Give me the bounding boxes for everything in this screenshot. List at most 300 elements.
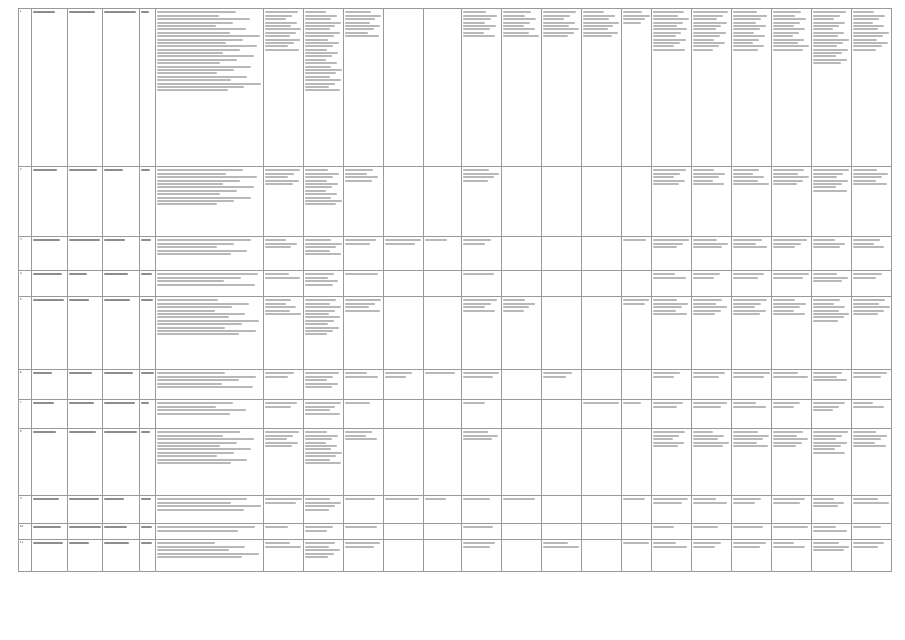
text-line bbox=[305, 193, 337, 195]
text-line bbox=[653, 173, 680, 175]
table-cell bbox=[811, 370, 851, 400]
text-line bbox=[305, 526, 332, 528]
text-line bbox=[853, 22, 873, 24]
text-line bbox=[773, 526, 808, 528]
text-line bbox=[653, 35, 676, 37]
row-number: 11 bbox=[20, 541, 24, 544]
text-line bbox=[773, 277, 803, 279]
table-cell bbox=[771, 167, 811, 237]
table-cell bbox=[139, 370, 155, 400]
table-cell bbox=[156, 237, 264, 271]
text-line bbox=[583, 402, 620, 404]
text-line bbox=[305, 502, 340, 504]
text-line bbox=[653, 402, 683, 404]
text-line bbox=[693, 32, 726, 34]
text-line bbox=[157, 193, 220, 195]
table-cell bbox=[691, 370, 731, 400]
text-line bbox=[693, 442, 729, 444]
text-line bbox=[305, 62, 337, 64]
text-line bbox=[733, 445, 768, 447]
table-cell bbox=[67, 540, 103, 572]
text-line bbox=[463, 239, 491, 241]
text-line bbox=[733, 372, 770, 374]
text-line bbox=[33, 372, 52, 374]
text-line bbox=[773, 445, 796, 447]
table-cell bbox=[501, 297, 541, 370]
text-line bbox=[157, 83, 261, 85]
text-line bbox=[853, 372, 888, 374]
text-line bbox=[623, 498, 645, 500]
text-line bbox=[345, 402, 369, 404]
table-row bbox=[19, 496, 892, 524]
text-line bbox=[157, 386, 253, 388]
text-line bbox=[265, 299, 291, 301]
text-line bbox=[157, 452, 234, 454]
text-line bbox=[583, 11, 604, 13]
text-line bbox=[773, 25, 794, 27]
text-line bbox=[265, 546, 301, 548]
table-cell bbox=[31, 297, 67, 370]
text-line bbox=[653, 15, 678, 17]
text-line bbox=[305, 330, 333, 332]
table-cell bbox=[691, 400, 731, 429]
table-cell bbox=[541, 496, 581, 524]
text-line bbox=[157, 284, 255, 286]
text-line bbox=[141, 299, 153, 301]
text-line bbox=[653, 176, 674, 178]
text-line bbox=[345, 180, 372, 182]
row-number-cell bbox=[19, 237, 32, 271]
text-line bbox=[157, 49, 240, 51]
text-line bbox=[773, 306, 800, 308]
table-cell bbox=[501, 9, 541, 167]
text-line bbox=[157, 183, 223, 185]
table-cell bbox=[811, 429, 851, 496]
table-cell bbox=[771, 524, 811, 540]
text-line bbox=[33, 273, 62, 275]
text-line bbox=[583, 15, 615, 17]
table-cell bbox=[851, 524, 891, 540]
table-cell bbox=[31, 400, 67, 429]
text-line bbox=[773, 45, 809, 47]
text-line bbox=[813, 442, 847, 444]
table-cell bbox=[384, 524, 424, 540]
row-number-cell bbox=[19, 297, 32, 370]
text-line bbox=[653, 25, 677, 27]
text-line bbox=[157, 406, 216, 408]
text-line bbox=[653, 169, 686, 171]
text-line bbox=[623, 11, 642, 13]
text-line bbox=[463, 303, 491, 305]
text-line bbox=[385, 243, 415, 245]
text-line bbox=[813, 169, 849, 171]
text-line bbox=[853, 35, 883, 37]
text-line bbox=[157, 509, 244, 511]
text-line bbox=[623, 18, 646, 20]
table-cell bbox=[139, 9, 155, 167]
text-line bbox=[305, 253, 340, 255]
table-cell bbox=[811, 400, 851, 429]
table-cell bbox=[344, 540, 384, 572]
text-line bbox=[653, 39, 686, 41]
table-cell bbox=[304, 370, 344, 400]
text-line bbox=[305, 379, 327, 381]
text-line bbox=[305, 333, 327, 335]
text-line bbox=[693, 406, 721, 408]
text-line bbox=[693, 445, 723, 447]
table-cell bbox=[731, 496, 771, 524]
table-cell bbox=[304, 271, 344, 297]
text-line bbox=[773, 372, 798, 374]
text-line bbox=[773, 176, 809, 178]
text-line bbox=[773, 498, 806, 500]
table-cell bbox=[424, 9, 462, 167]
text-line bbox=[305, 180, 327, 182]
table-cell bbox=[541, 429, 581, 496]
text-line bbox=[157, 455, 217, 457]
text-line bbox=[69, 542, 89, 544]
table-cell bbox=[103, 9, 140, 167]
text-line bbox=[733, 49, 758, 51]
text-line bbox=[157, 169, 243, 171]
text-line bbox=[463, 18, 491, 20]
text-line bbox=[653, 435, 679, 437]
text-line bbox=[345, 239, 376, 241]
text-line bbox=[157, 303, 248, 305]
text-line bbox=[33, 11, 55, 13]
table-cell bbox=[103, 271, 140, 297]
table-cell bbox=[384, 496, 424, 524]
text-line bbox=[853, 502, 889, 504]
text-line bbox=[623, 402, 641, 404]
text-line bbox=[305, 250, 330, 252]
text-line bbox=[305, 39, 328, 41]
text-line bbox=[463, 438, 493, 440]
text-line bbox=[773, 435, 797, 437]
text-line bbox=[305, 409, 329, 411]
text-line bbox=[653, 299, 677, 301]
table-cell bbox=[139, 167, 155, 237]
text-line bbox=[813, 55, 836, 57]
table-cell bbox=[304, 524, 344, 540]
table-cell bbox=[621, 496, 651, 524]
table-cell bbox=[264, 297, 304, 370]
text-line bbox=[157, 435, 223, 437]
text-line bbox=[265, 49, 299, 51]
table-cell bbox=[31, 524, 67, 540]
text-line bbox=[813, 49, 848, 51]
text-line bbox=[463, 28, 490, 30]
row-number: 3 bbox=[20, 238, 22, 241]
text-line bbox=[733, 498, 761, 500]
text-line bbox=[853, 39, 877, 41]
text-line bbox=[853, 169, 877, 171]
table-cell bbox=[541, 297, 581, 370]
text-line bbox=[813, 186, 836, 188]
text-line bbox=[653, 431, 685, 433]
text-line bbox=[157, 89, 227, 91]
text-line bbox=[853, 42, 888, 44]
text-line bbox=[813, 526, 836, 528]
text-line bbox=[33, 402, 54, 404]
text-line bbox=[305, 542, 335, 544]
row-number: 4 bbox=[20, 272, 22, 275]
table-cell bbox=[31, 429, 67, 496]
text-line bbox=[583, 25, 614, 27]
text-line bbox=[463, 32, 484, 34]
text-line bbox=[693, 45, 719, 47]
table-cell bbox=[851, 496, 891, 524]
text-line bbox=[693, 18, 717, 20]
text-line bbox=[305, 498, 330, 500]
table-cell bbox=[461, 496, 501, 524]
table-cell bbox=[621, 400, 651, 429]
text-line bbox=[157, 180, 240, 182]
table-row bbox=[19, 370, 892, 400]
text-line bbox=[157, 448, 250, 450]
table-cell bbox=[67, 429, 103, 496]
text-line bbox=[463, 15, 497, 17]
text-line bbox=[157, 69, 234, 71]
table-cell bbox=[264, 370, 304, 400]
text-line bbox=[503, 32, 529, 34]
text-line bbox=[305, 190, 326, 192]
table-cell bbox=[344, 237, 384, 271]
row-number: 5 bbox=[20, 298, 22, 301]
table-cell bbox=[691, 540, 731, 572]
text-line bbox=[773, 18, 806, 20]
table-row bbox=[19, 400, 892, 429]
row-number-cell bbox=[19, 429, 32, 496]
text-line bbox=[305, 448, 331, 450]
text-line bbox=[33, 239, 60, 241]
text-line bbox=[157, 79, 231, 81]
text-line bbox=[305, 72, 336, 74]
text-line bbox=[813, 39, 849, 41]
table-cell bbox=[67, 297, 103, 370]
text-line bbox=[157, 15, 219, 17]
text-line bbox=[305, 55, 332, 57]
table-cell bbox=[304, 237, 344, 271]
table-cell bbox=[304, 297, 344, 370]
row-number-cell bbox=[19, 540, 32, 572]
text-line bbox=[503, 28, 535, 30]
text-line bbox=[463, 176, 494, 178]
text-line bbox=[693, 313, 715, 315]
table-cell bbox=[264, 400, 304, 429]
table-cell bbox=[139, 400, 155, 429]
text-line bbox=[345, 18, 375, 20]
text-line bbox=[693, 299, 722, 301]
text-line bbox=[773, 546, 805, 548]
text-line bbox=[69, 169, 98, 171]
text-line bbox=[157, 190, 237, 192]
text-line bbox=[543, 11, 576, 13]
text-line bbox=[813, 299, 840, 301]
text-line bbox=[69, 11, 95, 13]
table-cell bbox=[384, 540, 424, 572]
text-line bbox=[773, 299, 795, 301]
text-line bbox=[265, 18, 286, 20]
text-line bbox=[853, 15, 885, 17]
text-line bbox=[503, 22, 530, 24]
text-line bbox=[733, 546, 760, 548]
text-line bbox=[157, 277, 241, 279]
text-line bbox=[813, 35, 838, 37]
text-line bbox=[543, 18, 564, 20]
text-line bbox=[425, 239, 447, 241]
table-cell bbox=[139, 237, 155, 271]
text-line bbox=[813, 190, 847, 192]
table-cell bbox=[811, 9, 851, 167]
text-line bbox=[305, 183, 338, 185]
table-cell bbox=[156, 524, 264, 540]
table-cell bbox=[501, 237, 541, 271]
table-cell bbox=[67, 524, 103, 540]
table-cell bbox=[344, 9, 384, 167]
table-cell bbox=[384, 167, 424, 237]
table-cell bbox=[731, 271, 771, 297]
text-line bbox=[853, 376, 882, 378]
text-line bbox=[623, 542, 649, 544]
text-line bbox=[385, 372, 412, 374]
table-cell bbox=[581, 9, 621, 167]
text-line bbox=[265, 372, 294, 374]
text-line bbox=[813, 243, 846, 245]
text-line bbox=[503, 498, 535, 500]
text-line bbox=[733, 243, 756, 245]
text-line bbox=[157, 22, 233, 24]
table-cell bbox=[691, 237, 731, 271]
text-line bbox=[265, 35, 289, 37]
text-line bbox=[345, 273, 378, 275]
text-line bbox=[141, 372, 154, 374]
text-line bbox=[693, 183, 724, 185]
text-line bbox=[157, 197, 250, 199]
text-line bbox=[693, 502, 727, 504]
table-cell bbox=[424, 297, 462, 370]
text-line bbox=[305, 83, 335, 85]
table-cell bbox=[156, 9, 264, 167]
table-cell bbox=[731, 297, 771, 370]
table-cell bbox=[67, 400, 103, 429]
text-line bbox=[157, 553, 259, 555]
text-line bbox=[853, 442, 875, 444]
table-cell bbox=[771, 9, 811, 167]
text-line bbox=[157, 246, 217, 248]
text-line bbox=[157, 250, 247, 252]
table-cell bbox=[501, 496, 541, 524]
table-cell bbox=[461, 297, 501, 370]
text-line bbox=[813, 32, 844, 34]
text-line bbox=[693, 246, 722, 248]
table-cell bbox=[31, 237, 67, 271]
text-line bbox=[157, 333, 239, 335]
text-line bbox=[813, 409, 833, 411]
text-line bbox=[157, 459, 247, 461]
text-line bbox=[157, 372, 225, 374]
text-line bbox=[773, 313, 805, 315]
text-line bbox=[813, 431, 848, 433]
text-line bbox=[773, 15, 796, 17]
text-line bbox=[853, 431, 876, 433]
text-line bbox=[773, 180, 803, 182]
text-line bbox=[653, 306, 682, 308]
table-cell bbox=[156, 167, 264, 237]
text-line bbox=[853, 303, 879, 305]
text-line bbox=[345, 22, 369, 24]
text-line bbox=[157, 498, 247, 500]
text-line bbox=[305, 455, 336, 457]
table-cell bbox=[811, 167, 851, 237]
text-line bbox=[773, 42, 798, 44]
table-cell bbox=[691, 429, 731, 496]
text-line bbox=[463, 169, 489, 171]
text-line bbox=[813, 530, 847, 532]
text-line bbox=[693, 431, 713, 433]
text-line bbox=[813, 18, 834, 20]
text-line bbox=[157, 42, 226, 44]
text-line bbox=[733, 542, 766, 544]
text-line bbox=[773, 502, 800, 504]
text-line bbox=[733, 183, 769, 185]
table-cell bbox=[652, 297, 692, 370]
text-line bbox=[345, 28, 374, 30]
text-line bbox=[733, 435, 769, 437]
text-line bbox=[305, 203, 336, 205]
text-line bbox=[425, 498, 446, 500]
text-line bbox=[503, 310, 524, 312]
text-line bbox=[463, 498, 490, 500]
text-line bbox=[543, 28, 580, 30]
text-line bbox=[305, 197, 331, 199]
text-line bbox=[305, 316, 340, 318]
text-line bbox=[653, 498, 688, 500]
table-cell bbox=[344, 167, 384, 237]
text-line bbox=[157, 62, 220, 64]
text-line bbox=[813, 246, 840, 248]
text-line bbox=[305, 372, 339, 374]
table-cell bbox=[771, 271, 811, 297]
text-line bbox=[305, 505, 335, 507]
text-line bbox=[345, 303, 375, 305]
text-line bbox=[141, 169, 150, 171]
text-line bbox=[305, 22, 341, 24]
text-line bbox=[853, 180, 876, 182]
table-cell bbox=[67, 370, 103, 400]
table-cell bbox=[811, 271, 851, 297]
text-line bbox=[265, 180, 299, 182]
text-line bbox=[157, 526, 255, 528]
text-line bbox=[463, 299, 497, 301]
table-cell bbox=[691, 271, 731, 297]
text-line bbox=[345, 435, 366, 437]
text-line bbox=[543, 546, 579, 548]
text-line bbox=[157, 323, 242, 325]
text-line bbox=[157, 18, 249, 20]
text-line bbox=[305, 246, 336, 248]
text-line bbox=[463, 542, 496, 544]
text-line bbox=[813, 239, 835, 241]
text-line bbox=[305, 323, 328, 325]
text-line bbox=[305, 556, 328, 558]
text-line bbox=[733, 28, 760, 30]
table-cell bbox=[461, 9, 501, 167]
text-line bbox=[463, 35, 495, 37]
text-line bbox=[305, 383, 338, 385]
text-line bbox=[141, 402, 149, 404]
text-line bbox=[69, 402, 94, 404]
